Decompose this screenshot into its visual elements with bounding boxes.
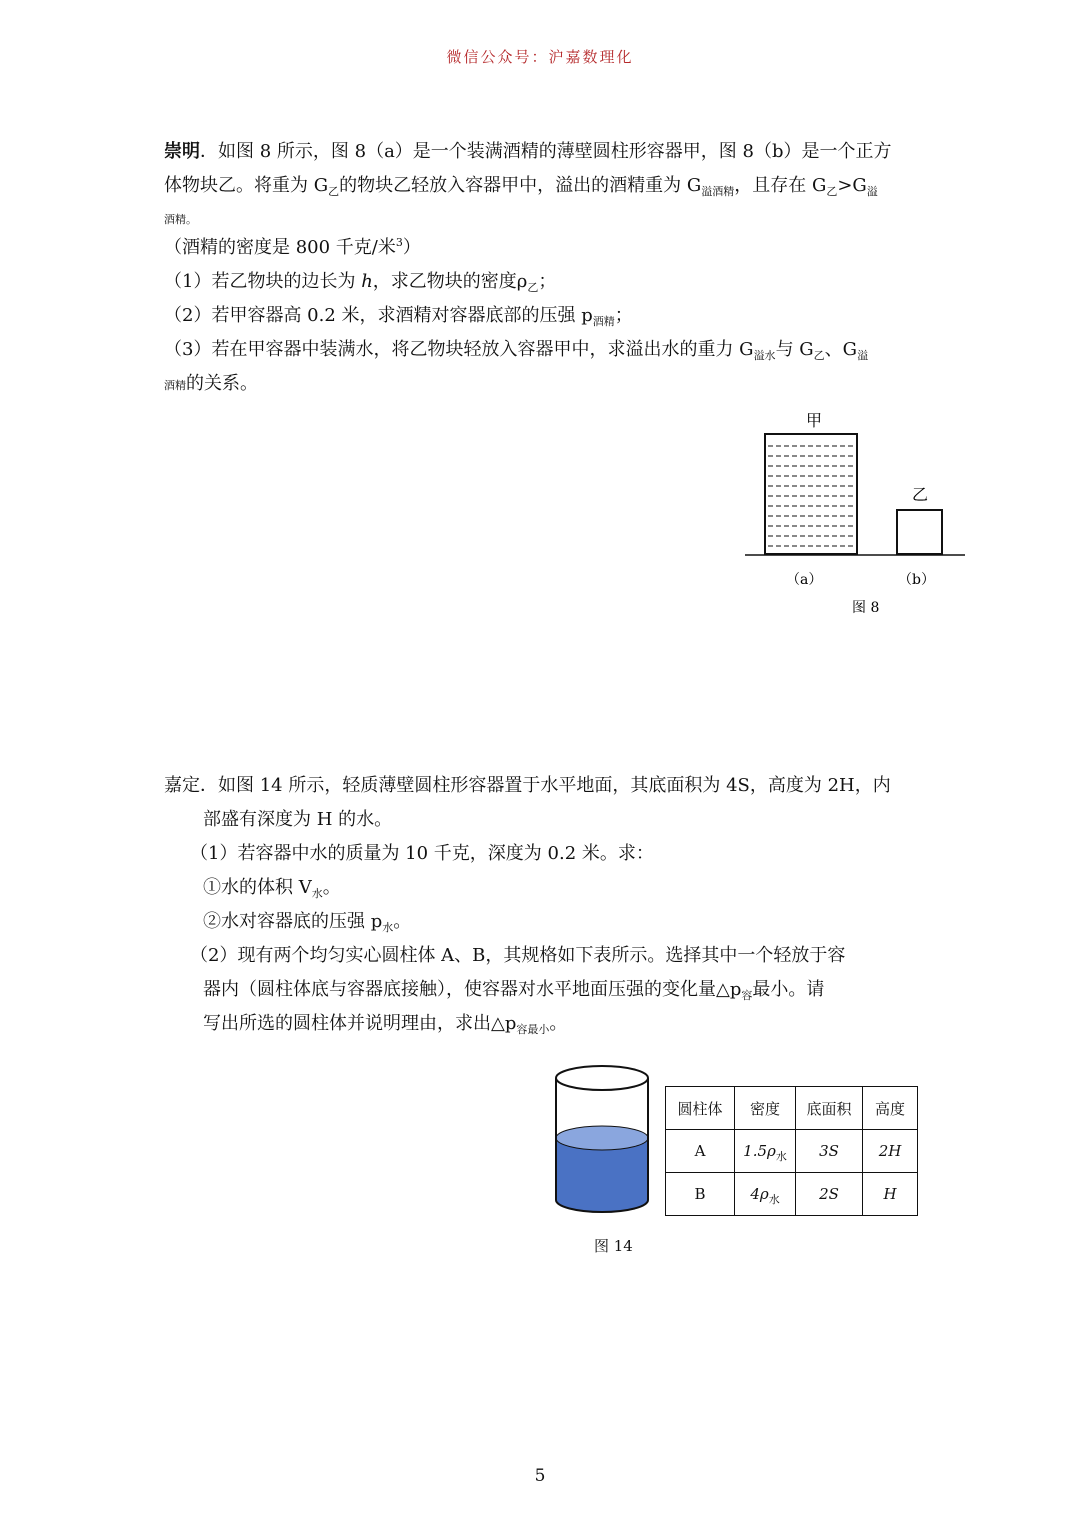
q2-source: 嘉定 [164,775,200,796]
q1-source: 崇明 [164,141,200,162]
figure-14-cylinder [548,1058,658,1228]
figure-8-diagram [740,400,980,620]
q2-part1: （1）若容器中水的质量为 10 千克，深度为 0.2 米。求： [190,843,654,864]
cell-height: H [863,1173,918,1216]
page-number: 5 [534,1466,546,1486]
q1-line2: 体物块乙。将重为 $G_乙$的物块乙轻放入容器甲中，溢出的酒精重为 $G_{溢酒精}$，且存在 $G_乙>G_溢$ [164,175,878,198]
cell-area: 2S [796,1173,863,1216]
q2-line1: 嘉定．如图 14 所示，轻质薄壁圆柱形容器置于水平地面，其底面积为 4S，高度为 2H，内 [164,775,891,796]
q1-line3: 酒精。 [164,213,197,226]
q1-density: （酒精的密度是 800 千克/米$^3$） [164,236,421,258]
cell-density: $1.5\rho_水$ [735,1130,796,1173]
label-jia: 甲 [806,411,823,430]
cube-yi [897,510,942,554]
cylinder-spec-table [665,1086,918,1216]
q2-part1b: ②水对容器底的压强 $p_水$。 [203,911,412,934]
cylinder-top [556,1066,648,1090]
table-row [666,1173,918,1216]
q1-part3-end: 酒精的关系。 [164,373,258,394]
header-height: 高度 [863,1087,918,1130]
cell-area: 3S [796,1130,863,1173]
table-row [666,1130,918,1173]
header-area: 底面积 [796,1087,863,1130]
caption-b: （b） [898,572,935,588]
q2-part1a: ①水的体积 $V_水$。 [203,877,341,900]
q2-part2-line3: 写出所选的圆柱体并说明理由，求出$\triangle p_{容最小}$。 [203,1013,568,1036]
alcohol-dashes [768,446,854,546]
cell-name: B [666,1173,735,1216]
q1-part1: （1）若乙物块的边长为 h，求乙物块的密度$\rho_乙$； [164,271,557,294]
header-cylinder: 圆柱体 [666,1087,735,1130]
table-header-row [666,1087,918,1130]
cell-density: $4\rho_水$ [735,1173,796,1216]
water-surface [556,1126,648,1150]
label-yi: 乙 [912,485,929,504]
q2-part2-line1: （2）现有两个均匀实心圆柱体 A、B，其规格如下表所示。选择其中一个轻放于容 [190,945,846,966]
cell-name: A [666,1130,735,1173]
q2-line2: 部盛有深度为 H 的水。 [203,809,393,830]
header-density: 密度 [735,1087,796,1130]
q2-part2-line2: 器内（圆柱体底与容器底接触），使容器对水平地面压强的变化量$\triangle p_容$最小。请 [203,979,825,1002]
page-header: 微信公众号：沪嘉数理化 [446,48,634,66]
figure-14-title: 图 14 [594,1237,633,1255]
q1-line1: 崇明．如图 8 所示，图 8（a）是一个装满酒精的薄壁圆柱形容器甲，图 8（b）是一个正方 [164,141,892,162]
figure-8-title: 图 8 [852,600,880,616]
cell-height: 2H [863,1130,918,1173]
q1-part2: （2）若甲容器高 0.2 米，求酒精对容器底部的压强 $p_{酒精}$； [164,305,633,328]
caption-a: （a） [786,572,823,588]
q1-part3: （3）若在甲容器中装满水，将乙物块轻放入容器甲中，求溢出水的重力 $G_{溢水}$与 $G_乙$、$G_溢$ [164,339,869,362]
